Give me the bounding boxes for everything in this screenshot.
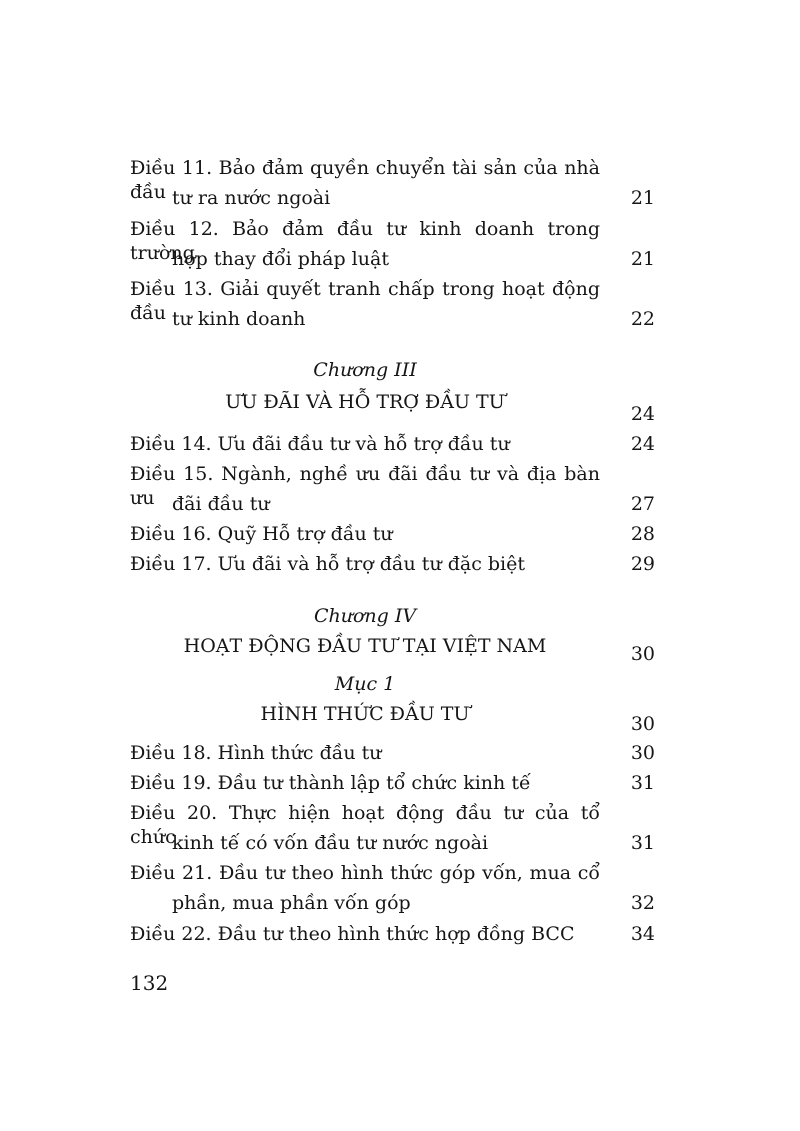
toc-entry-22-page: 34 bbox=[630, 923, 655, 945]
toc-entry-20-page: 31 bbox=[630, 832, 655, 854]
toc-entry-20-line1: Điều 20. Thực hiện hoạt động đầu tư của tổ chức bbox=[130, 802, 600, 848]
toc-entry-18-line1: Điều 18. Hình thức đầu tư bbox=[130, 742, 382, 764]
toc-entry-21-line2: phần, mua phần vốn góp bbox=[172, 892, 411, 914]
chapter-3-title: ƯU ĐÃI VÀ HỖ TRỢ ĐẦU TƯ bbox=[225, 391, 505, 413]
chapter-3-page: 24 bbox=[630, 403, 655, 425]
toc-entry-19-line1: Điều 19. Đầu tư thành lập tổ chức kinh tế bbox=[130, 772, 531, 794]
chapter-3-label: Chương III bbox=[313, 359, 417, 381]
toc-entry-15-line2: đãi đầu tư bbox=[172, 493, 270, 515]
toc-entry-19-page: 31 bbox=[630, 772, 655, 794]
chapter-4-title: HOẠT ĐỘNG ĐẦU TƯ TẠI VIỆT NAM bbox=[183, 635, 547, 657]
toc-entry-12-line2: hợp thay đổi pháp luật bbox=[172, 248, 389, 270]
toc-entry-15-line1: Điều 15. Ngành, nghề ưu đãi đầu tư và địa bàn ưu bbox=[130, 463, 600, 509]
toc-entry-13-line1: Điều 13. Giải quyết tranh chấp trong hoạt động đầu bbox=[130, 278, 600, 324]
section-1-label: Mục 1 bbox=[334, 673, 396, 695]
chapter-4-page: 30 bbox=[630, 643, 655, 665]
toc-entry-21-line1: Điều 21. Đầu tư theo hình thức góp vốn, mua cổ bbox=[130, 862, 600, 884]
page-number: 132 bbox=[130, 971, 169, 995]
chapter-4-label: Chương IV bbox=[313, 605, 417, 627]
toc-entry-13-line2: tư kinh doanh bbox=[172, 308, 306, 330]
toc-entry-15-page: 27 bbox=[630, 493, 655, 515]
toc-entry-11-line1: Điều 11. Bảo đảm quyền chuyển tài sản của nhà đầu bbox=[130, 157, 600, 203]
toc-entry-12-page: 21 bbox=[630, 248, 655, 270]
toc-entry-12-line1: Điều 12. Bảo đảm đầu tư kinh doanh trong trường bbox=[130, 218, 600, 264]
toc-entry-20-line2: kinh tế có vốn đầu tư nước ngoài bbox=[172, 832, 489, 854]
toc-entry-13-page: 22 bbox=[630, 308, 655, 330]
toc-entry-14-line1: Điều 14. Ưu đãi đầu tư và hỗ trợ đầu tư bbox=[130, 433, 510, 455]
toc-entry-18-page: 30 bbox=[630, 742, 655, 764]
toc-entry-11-line2: tư ra nước ngoài bbox=[172, 187, 331, 209]
toc-entry-11-page: 21 bbox=[630, 187, 655, 209]
toc-entry-17-line1: Điều 17. Ưu đãi và hỗ trợ đầu tư đặc biệt bbox=[130, 553, 526, 575]
toc-entry-17-page: 29 bbox=[630, 553, 655, 575]
section-1-title: HÌNH THỨC ĐẦU TƯ bbox=[260, 703, 470, 725]
toc-entry-22-line1: Điều 22. Đầu tư theo hình thức hợp đồng BCC bbox=[130, 923, 575, 945]
toc-entry-16-line1: Điều 16. Quỹ Hỗ trợ đầu tư bbox=[130, 523, 393, 545]
toc-entry-16-page: 28 bbox=[630, 523, 655, 545]
toc-entry-21-page: 32 bbox=[630, 892, 655, 914]
section-1-page: 30 bbox=[630, 713, 655, 735]
toc-entry-14-page: 24 bbox=[630, 433, 655, 455]
